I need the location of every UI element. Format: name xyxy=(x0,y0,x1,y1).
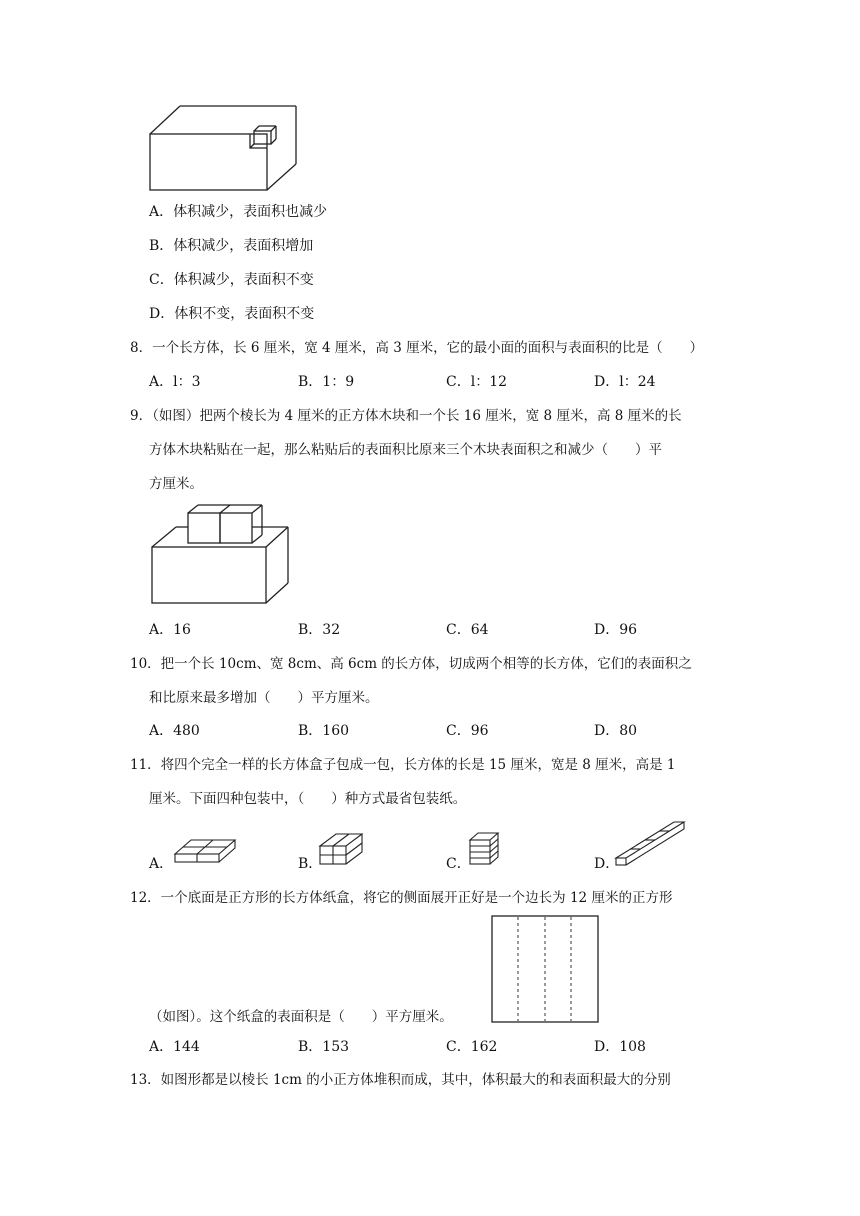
q12-figure xyxy=(491,915,601,1025)
q7-option-b[interactable]: B．体积减少，表面积增加 xyxy=(149,238,314,254)
unfolded-square-diagram xyxy=(491,915,601,1025)
q7-option-a[interactable]: A．体积减少，表面积也减少 xyxy=(149,204,328,220)
q9-stem-line-3: 方厘米。 xyxy=(149,476,203,492)
q7-figure xyxy=(148,104,300,194)
two-layer-package-diagram xyxy=(318,830,364,866)
q9-option-d[interactable]: D．96 xyxy=(594,622,638,638)
q8-option-b[interactable]: B．1：9 xyxy=(298,374,355,390)
q12-stem-line-2: （如图）。这个纸盒的表面积是（ ）平方厘米。 xyxy=(149,1009,453,1025)
q12-option-c[interactable]: C．162 xyxy=(446,1039,498,1055)
q10-option-b[interactable]: B．160 xyxy=(298,723,350,739)
q13-stem: 13．如图形都是以棱长 1cm 的小正方体堆积而成，其中，体积最大的和表面积最大的分别 xyxy=(130,1072,671,1088)
q11-stem-line-1: 11．将四个完全一样的长方体盒子包成一包，长方体的长是 15 厘米，宽是 8 厘米，高是 1 xyxy=(130,757,676,773)
q11-option-a-figure[interactable] xyxy=(173,836,237,866)
q10-option-a[interactable]: A．480 xyxy=(149,723,200,739)
q11-option-c-label[interactable]: C． xyxy=(446,856,471,872)
long-row-package-diagram xyxy=(614,818,686,868)
q10-option-c[interactable]: C．96 xyxy=(446,723,489,739)
q8-option-a[interactable]: A．l：3 xyxy=(149,374,201,390)
q10-stem-line-1: 10．把一个长 10cm、宽 8cm、高 6cm 的长方体，切成两个相等的长方体，它们的表面积之 xyxy=(130,656,692,672)
q9-stem-line-1: 9．（如图）把两个棱长为 4 厘米的正方体木块和一个长 16 厘米，宽 8 厘米，高 8 厘米的长 xyxy=(130,408,682,424)
q11-option-a-label[interactable]: A． xyxy=(149,856,174,872)
flat-2x2-package-diagram xyxy=(173,836,237,866)
q11-option-d-figure[interactable] xyxy=(614,818,686,868)
q9-figure xyxy=(150,503,292,605)
q8-option-c[interactable]: C．l：12 xyxy=(446,374,508,390)
q10-option-d[interactable]: D．80 xyxy=(594,723,638,739)
q11-option-b-figure[interactable] xyxy=(318,830,364,866)
q11-stem-line-2: 厘米。下面四种包装中，（ ）种方式最省包装纸。 xyxy=(149,791,467,807)
q7-option-c[interactable]: C．体积减少，表面积不变 xyxy=(149,272,314,288)
q11-option-b-label[interactable]: B． xyxy=(298,856,323,872)
q12-option-d[interactable]: D．108 xyxy=(594,1039,646,1055)
q10-stem-line-2: 和比原来最多增加（ ）平方厘米。 xyxy=(149,690,379,706)
q9-stem-line-2: 方体木块粘贴在一起，那么粘贴后的表面积比原来三个木块表面积之和减少（ ）平 xyxy=(149,442,662,458)
q11-option-d-label[interactable]: D． xyxy=(594,856,620,872)
stacked-package-diagram xyxy=(468,830,500,866)
q12-option-b[interactable]: B．153 xyxy=(298,1039,350,1055)
q9-option-a[interactable]: A．16 xyxy=(149,622,191,638)
q8-option-d[interactable]: D．l：24 xyxy=(594,374,656,390)
q12-option-a[interactable]: A．144 xyxy=(149,1039,200,1055)
q9-option-b[interactable]: B．32 xyxy=(298,622,341,638)
q7-option-d[interactable]: D．体积不变，表面积不变 xyxy=(149,306,315,322)
box-with-notch-diagram xyxy=(148,104,300,194)
q11-option-c-figure[interactable] xyxy=(468,830,500,866)
q8-stem: 8．一个长方体，长 6 厘米，宽 4 厘米，高 3 厘米，它的最小面的面积与表面积的比是（ ） xyxy=(130,340,704,356)
q9-option-c[interactable]: C．64 xyxy=(446,622,489,638)
two-cubes-on-box-diagram xyxy=(150,503,292,605)
q12-stem-line-1: 12．一个底面是正方形的长方体纸盒，将它的侧面展开正好是一个边长为 12 厘米的正方形 xyxy=(130,890,673,906)
